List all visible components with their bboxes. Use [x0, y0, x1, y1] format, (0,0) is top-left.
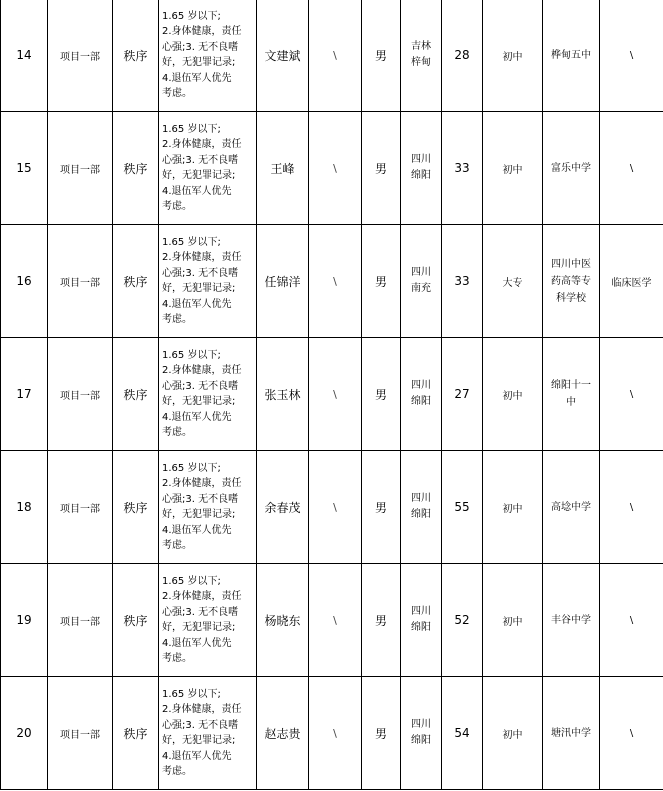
requirements-cell-line: 4.退伍军人优先: [162, 298, 232, 310]
requirements-cell-line: 1.65 岁以下;: [162, 123, 221, 135]
origin-cell-line: 四川: [411, 154, 431, 165]
requirements-cell-line: 2.身体健康，责任: [162, 365, 242, 376]
origin-cell: [401, 0, 442, 112]
school-cell: [543, 338, 600, 451]
age-cell: 54: [442, 677, 483, 790]
gender-cell: 男: [362, 112, 401, 225]
requirements-cell-line: 好，无犯罪记录;: [162, 396, 236, 407]
requirements-cell-line: 1.65 岁以下;: [162, 462, 221, 474]
origin-cell-line: 梓甸: [411, 57, 431, 68]
empty-field-cell: \: [309, 225, 362, 338]
school-cell-line: 科学校: [556, 292, 586, 304]
school-cell-line: 丰谷中学: [551, 614, 591, 626]
requirements-cell-line: 4.退伍军人优先: [162, 185, 232, 197]
major-cell: \: [600, 564, 663, 677]
requirements-cell-line: 1.65 岁以下;: [162, 349, 221, 361]
requirements-cell-line: 4.退伍军人优先: [162, 750, 232, 762]
requirements-cell-line: 心强;3. 无不良嗜: [162, 267, 239, 279]
origin-cell-line: 绵阳: [411, 396, 431, 407]
school-cell: [543, 225, 600, 338]
education-cell: 大专: [483, 225, 543, 338]
table-row: [1, 451, 663, 564]
requirements-cell-line: 考虑。: [162, 540, 192, 551]
requirements-cell-line: 2.身体健康，责任: [162, 704, 242, 715]
requirements-cell-line: 考虑。: [162, 314, 192, 325]
position-cell: 秩序: [113, 451, 159, 564]
row-number: 20: [1, 677, 48, 790]
table-row: [1, 338, 663, 451]
requirements-cell-line: 考虑。: [162, 201, 192, 212]
requirements-cell-line: 好，无犯罪记录;: [162, 509, 236, 520]
requirements-cell: [159, 564, 257, 677]
requirements-cell-line: 考虑。: [162, 766, 192, 777]
requirements-cell-line: 好，无犯罪记录;: [162, 622, 236, 633]
empty-field-cell: \: [309, 451, 362, 564]
position-cell: 秩序: [113, 112, 159, 225]
origin-cell-line: 四川: [411, 606, 431, 617]
requirements-cell: [159, 225, 257, 338]
origin-cell: [401, 564, 442, 677]
requirements-cell-line: 心强;3. 无不良嗜: [162, 154, 239, 166]
school-cell-line: 富乐中学: [551, 162, 591, 174]
requirements-cell-line: 4.退伍军人优先: [162, 411, 232, 423]
origin-cell-line: 四川: [411, 493, 431, 504]
education-cell: 初中: [483, 0, 543, 112]
position-cell: 秩序: [113, 0, 159, 112]
gender-cell: 男: [362, 564, 401, 677]
requirements-cell-line: 1.65 岁以下;: [162, 10, 221, 22]
name-cell: 文建斌: [257, 0, 309, 112]
major-cell: \: [600, 338, 663, 451]
age-cell: 55: [442, 451, 483, 564]
position-cell: 秩序: [113, 564, 159, 677]
gender-cell: 男: [362, 338, 401, 451]
requirements-cell: [159, 677, 257, 790]
empty-field-cell: \: [309, 0, 362, 112]
empty-field-cell: \: [309, 564, 362, 677]
school-cell-line: 塘汛中学: [551, 727, 591, 739]
name-cell: 余春茂: [257, 451, 309, 564]
age-cell: 28: [442, 0, 483, 112]
table-row: [1, 677, 663, 790]
age-cell: 52: [442, 564, 483, 677]
requirements-cell-line: 心强;3. 无不良嗜: [162, 493, 239, 505]
requirements-cell-line: 4.退伍军人优先: [162, 72, 232, 84]
name-cell: 杨晓东: [257, 564, 309, 677]
age-cell: 27: [442, 338, 483, 451]
position-cell: 秩序: [113, 225, 159, 338]
origin-cell: [401, 677, 442, 790]
row-number: 14: [1, 0, 48, 112]
requirements-cell-line: 心强;3. 无不良嗜: [162, 719, 239, 731]
name-cell: 任锦洋: [257, 225, 309, 338]
origin-cell-line: 绵阳: [411, 622, 431, 633]
school-cell-line: 高埝中学: [551, 501, 591, 513]
requirements-cell-line: 考虑。: [162, 653, 192, 664]
department-cell: 项目一部: [48, 112, 113, 225]
empty-field-cell: \: [309, 338, 362, 451]
school-cell-line: 绵阳十一: [551, 380, 591, 391]
origin-cell-line: 四川: [411, 380, 431, 391]
origin-cell-line: 四川: [411, 719, 431, 730]
gender-cell: 男: [362, 225, 401, 338]
name-cell: 赵志贵: [257, 677, 309, 790]
requirements-cell-line: 2.身体健康，责任: [162, 252, 242, 263]
requirements-cell-line: 1.65 岁以下;: [162, 688, 221, 700]
requirements-cell-line: 1.65 岁以下;: [162, 575, 221, 587]
school-cell-line: 中: [566, 397, 576, 408]
table-row: [1, 112, 663, 225]
age-cell: 33: [442, 112, 483, 225]
row-number: 16: [1, 225, 48, 338]
origin-cell: [401, 338, 442, 451]
position-cell: 秩序: [113, 338, 159, 451]
school-cell-line: 四川中医: [551, 258, 591, 270]
requirements-cell: [159, 0, 257, 112]
education-cell: 初中: [483, 112, 543, 225]
department-cell: 项目一部: [48, 677, 113, 790]
department-cell: 项目一部: [48, 0, 113, 112]
requirements-cell-line: 心强;3. 无不良嗜: [162, 606, 239, 618]
major-cell: \: [600, 112, 663, 225]
requirements-cell: [159, 112, 257, 225]
origin-cell: [401, 451, 442, 564]
requirements-cell-line: 2.身体健康，责任: [162, 139, 242, 150]
requirements-cell-line: 考虑。: [162, 427, 192, 438]
school-cell-line: 桦甸五中: [551, 49, 591, 61]
education-cell: 初中: [483, 338, 543, 451]
requirements-cell-line: 2.身体健康，责任: [162, 591, 242, 602]
name-cell: 王峰: [257, 112, 309, 225]
table-row: [1, 564, 663, 677]
department-cell: 项目一部: [48, 338, 113, 451]
school-cell: [543, 564, 600, 677]
major-cell: \: [600, 451, 663, 564]
age-cell: 33: [442, 225, 483, 338]
position-cell: 秩序: [113, 677, 159, 790]
empty-field-cell: \: [309, 677, 362, 790]
requirements-cell: [159, 451, 257, 564]
major-cell: 临床医学: [600, 225, 663, 338]
requirements-cell-line: 考虑。: [162, 88, 192, 99]
requirements-cell-line: 好，无犯罪记录;: [162, 57, 236, 68]
requirements-cell-line: 好，无犯罪记录;: [162, 170, 236, 181]
row-number: 18: [1, 451, 48, 564]
school-cell: [543, 112, 600, 225]
name-cell: 张玉林: [257, 338, 309, 451]
department-cell: 项目一部: [48, 225, 113, 338]
major-cell: \: [600, 0, 663, 112]
school-cell: [543, 0, 600, 112]
origin-cell: [401, 112, 442, 225]
education-cell: 初中: [483, 451, 543, 564]
requirements-cell-line: 2.身体健康，责任: [162, 478, 242, 489]
gender-cell: 男: [362, 451, 401, 564]
requirements-cell-line: 好，无犯罪记录;: [162, 283, 236, 294]
row-number: 19: [1, 564, 48, 677]
row-number: 15: [1, 112, 48, 225]
gender-cell: 男: [362, 677, 401, 790]
requirements-cell-line: 心强;3. 无不良嗜: [162, 380, 239, 392]
gender-cell: 男: [362, 0, 401, 112]
department-cell: 项目一部: [48, 451, 113, 564]
origin-cell-line: 四川: [411, 267, 431, 278]
origin-cell-line: 绵阳: [411, 735, 431, 746]
origin-cell-line: 南充: [411, 283, 431, 294]
requirements-cell-line: 4.退伍军人优先: [162, 524, 232, 536]
table-row: [1, 225, 663, 338]
origin-cell: [401, 225, 442, 338]
requirements-cell: [159, 338, 257, 451]
requirements-cell-line: 好，无犯罪记录;: [162, 735, 236, 746]
staff-table-body: [1, 0, 663, 790]
department-cell: 项目一部: [48, 564, 113, 677]
requirements-cell-line: 2.身体健康，责任: [162, 26, 242, 37]
school-cell-line: 药高等专: [551, 275, 591, 287]
row-number: 17: [1, 338, 48, 451]
major-cell: \: [600, 677, 663, 790]
education-cell: 初中: [483, 564, 543, 677]
origin-cell-line: 绵阳: [411, 509, 431, 520]
school-cell: [543, 451, 600, 564]
table-row: [1, 0, 663, 112]
school-cell: [543, 677, 600, 790]
requirements-cell-line: 心强;3. 无不良嗜: [162, 41, 239, 53]
origin-cell-line: 吉林: [411, 41, 431, 52]
empty-field-cell: \: [309, 112, 362, 225]
origin-cell-line: 绵阳: [411, 170, 431, 181]
requirements-cell-line: 4.退伍军人优先: [162, 637, 232, 649]
requirements-cell-line: 1.65 岁以下;: [162, 236, 221, 248]
education-cell: 初中: [483, 677, 543, 790]
